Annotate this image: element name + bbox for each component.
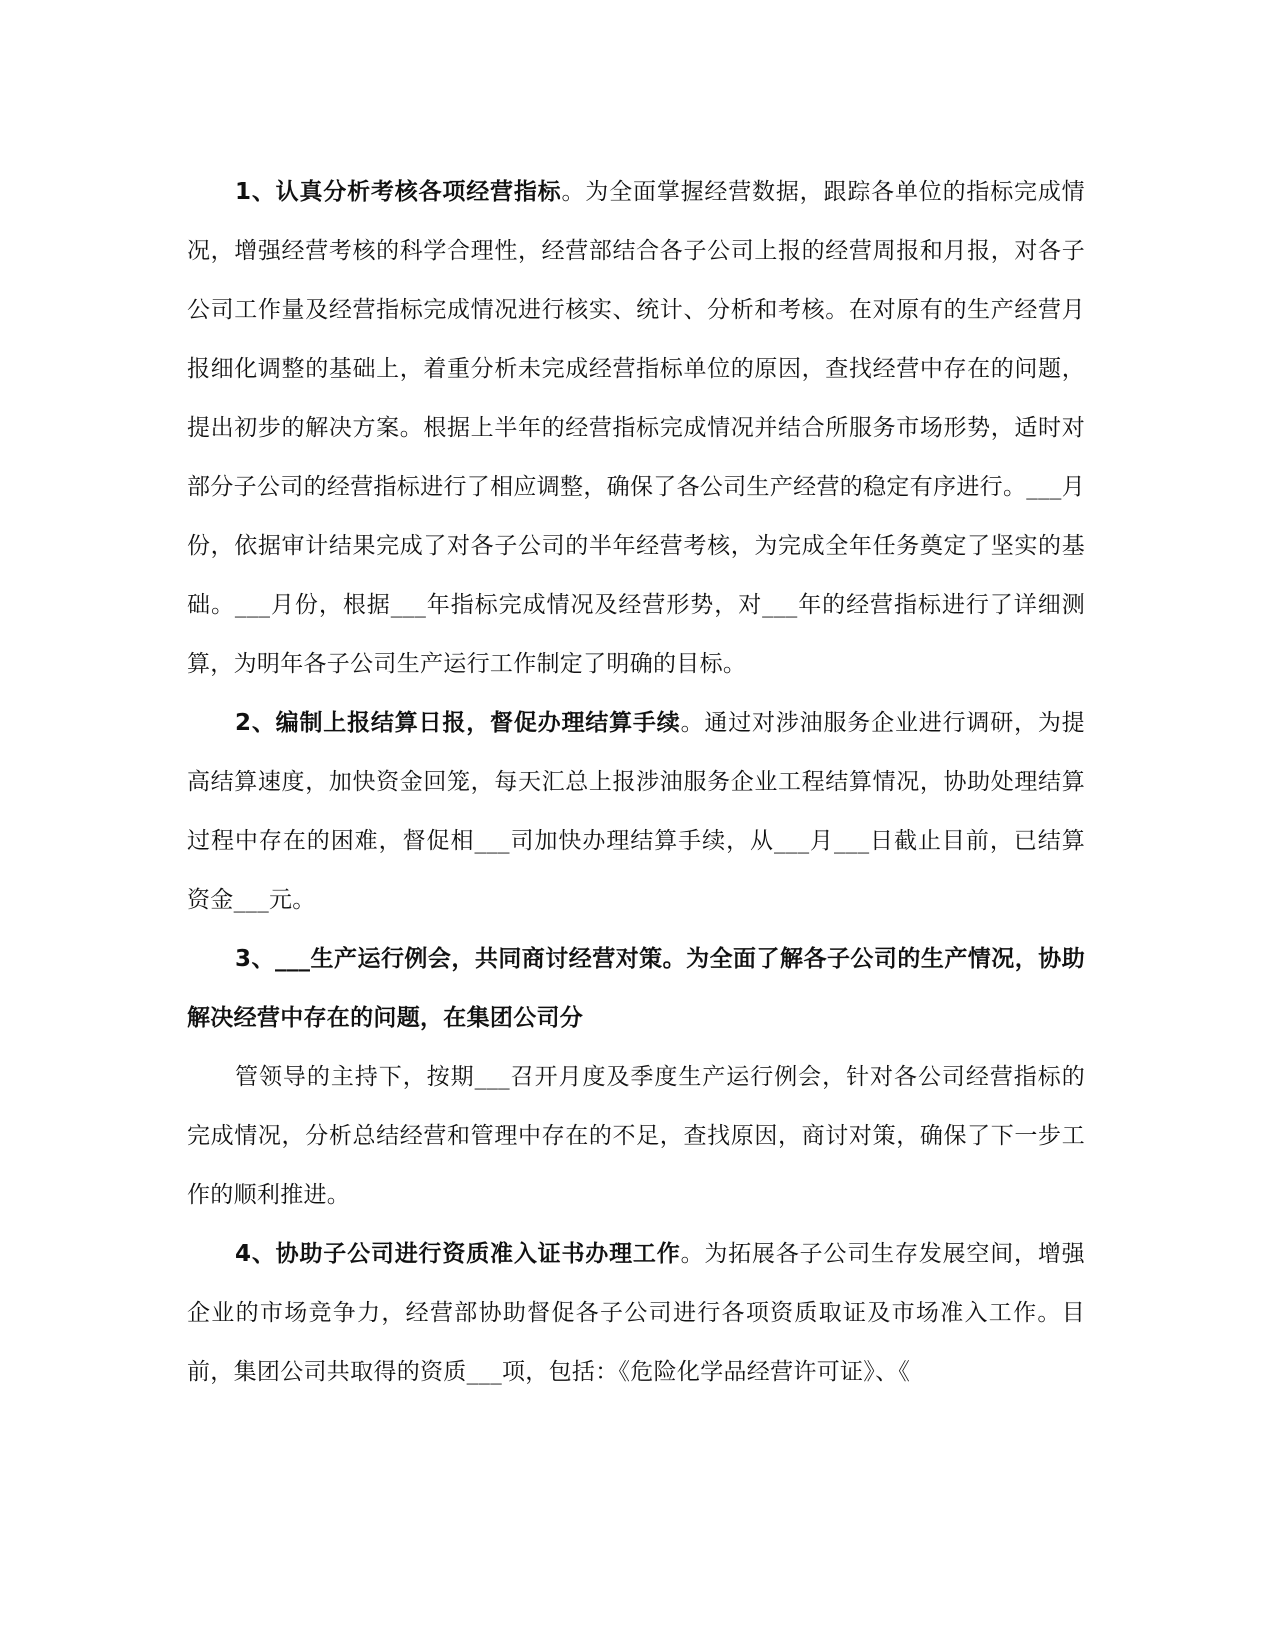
paragraph-4-heading: 4、协助子公司进行资质准入证书办理工作: [235, 1241, 681, 1267]
paragraph-1-heading: 1、认真分析考核各项经营指标: [235, 179, 562, 205]
paragraph-3-text: 管领导的主持下，按期___召开月度及季度生产运行例会，针对各公司经营指标的完成情况，分析总结经营和管理中存在的不足，查找原因，商讨对策，确保了下一步工作的顺利推进。: [187, 1064, 1085, 1208]
paragraph-1: [187, 163, 1085, 694]
paragraph-2-text: 。通过对涉油服务企业进行调研，为提高结算速度，加快资金回笼，每天汇总上报涉油服务企业工程结算情况，协助处理结算过程中存在的困难，督促相___司加快办理结算手续，从___月___日截止目前，已结算资金___元。: [187, 710, 1085, 913]
paragraph-4: [187, 1225, 1085, 1402]
paragraph-3-heading: 3、___生产运行例会，共同商讨经营对策。为全面了解各子公司的生产情况，协助解决经营中存在的问题，在集团公司分: [187, 946, 1085, 1031]
document-body: [187, 163, 1085, 1402]
paragraph-1-text: 。为全面掌握经营数据，跟踪各单位的指标完成情况，增强经营考核的科学合理性，经营部结合各子公司上报的经营周报和月报，对各子公司工作量及经营指标完成情况进行核实、统计、分析和考核。在对原有的生产经营月报细化调整的基础上，着重分析未完成经营指标单位的原因，查找经营中存在的问题，提出初步的解决方案。根据上半年的经营指标完成情况并结合所服务市场形势，适时对部分子公司的经营指标进行了相应调整，确保了各公司生产经营的稳定有序进行。___月份，依据审计结果完成了对各子公司的半年经营考核，为完成全年任务奠定了坚实的基础。___月份，根据___年指标完成情况及经营形势，对___年的经营指标进行了详细测算，为明年各子公司生产运行工作制定了明确的目标。: [187, 179, 1085, 677]
paragraph-4-text: 。为拓展各子公司生存发展空间，增强企业的市场竞争力，经营部协助督促各子公司进行各项资质取证及市场准入工作。目前，集团公司共取得的资质___项，包括：《危险化学品经营许可证》、《: [187, 1241, 1085, 1385]
paragraph-2-heading: 2、编制上报结算日报，督促办理结算手续: [235, 710, 681, 736]
paragraph-2: [187, 694, 1085, 930]
